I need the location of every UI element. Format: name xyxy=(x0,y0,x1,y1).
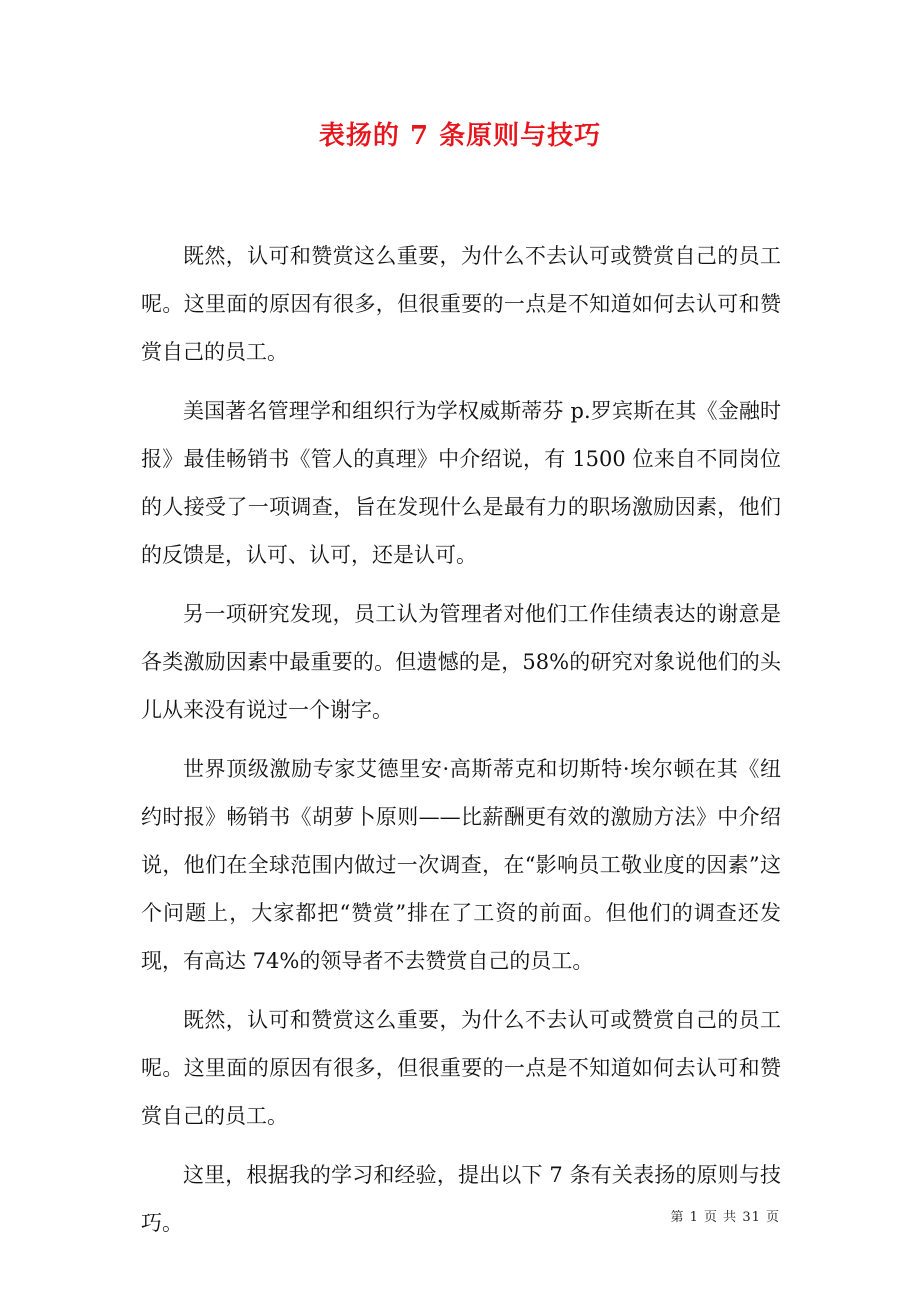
paragraph-6: 这里，根据我的学习和经验，提出以下 7 条有关表扬的原则与技巧。 xyxy=(141,1163,781,1235)
document-title: 表扬的 7 条原则与技巧 xyxy=(318,121,602,151)
document-body xyxy=(141,232,781,1258)
paragraph-1: 既然，认可和赞赏这么重要，为什么不去认可或赞赏自己的员工呢。这里面的原因有很多，但很重要的一点是不知道如何去认可和赞赏自己的员工。 xyxy=(141,244,781,364)
paragraph-3: 另一项研究发现，员工认为管理者对他们工作佳绩表达的谢意是各类激励因素中最重要的。但遗憾的是，58%的研究对象说他们的头儿从来没有说过一个谢字。 xyxy=(141,602,781,722)
paragraph-2: 美国著名管理学和组织行为学权威斯蒂芬 p.罗宾斯在其《金融时报》最佳畅销书《管人的真理》中介绍说，有 1500 位来自不同岗位的人接受了一项调查，旨在发现什么是最有力的职场激励因素，他们的反馈是，认可、认可，还是认可。 xyxy=(141,399,781,567)
page-number: 第 1 页 共 31 页 xyxy=(670,1210,780,1225)
paragraph-5: 既然，认可和赞赏这么重要，为什么不去认可或赞赏自己的员工呢。这里面的原因有很多，但很重要的一点是不知道如何去认可和赞赏自己的员工。 xyxy=(141,1008,781,1128)
paragraph-4: 世界顶级激励专家艾德里安·高斯蒂克和切斯特·埃尔顿在其《纽约时报》畅销书《胡萝卜原则——比薪酬更有效的激励方法》中介绍说，他们在全球范围内做过一次调查，在“影响员工敬业度的因素”这个问题上，大家都把“赞赏”排在了工资的前面。但他们的调查还发现，有高达 74%的领导者不去赞赏自己的员工。 xyxy=(141,757,781,973)
